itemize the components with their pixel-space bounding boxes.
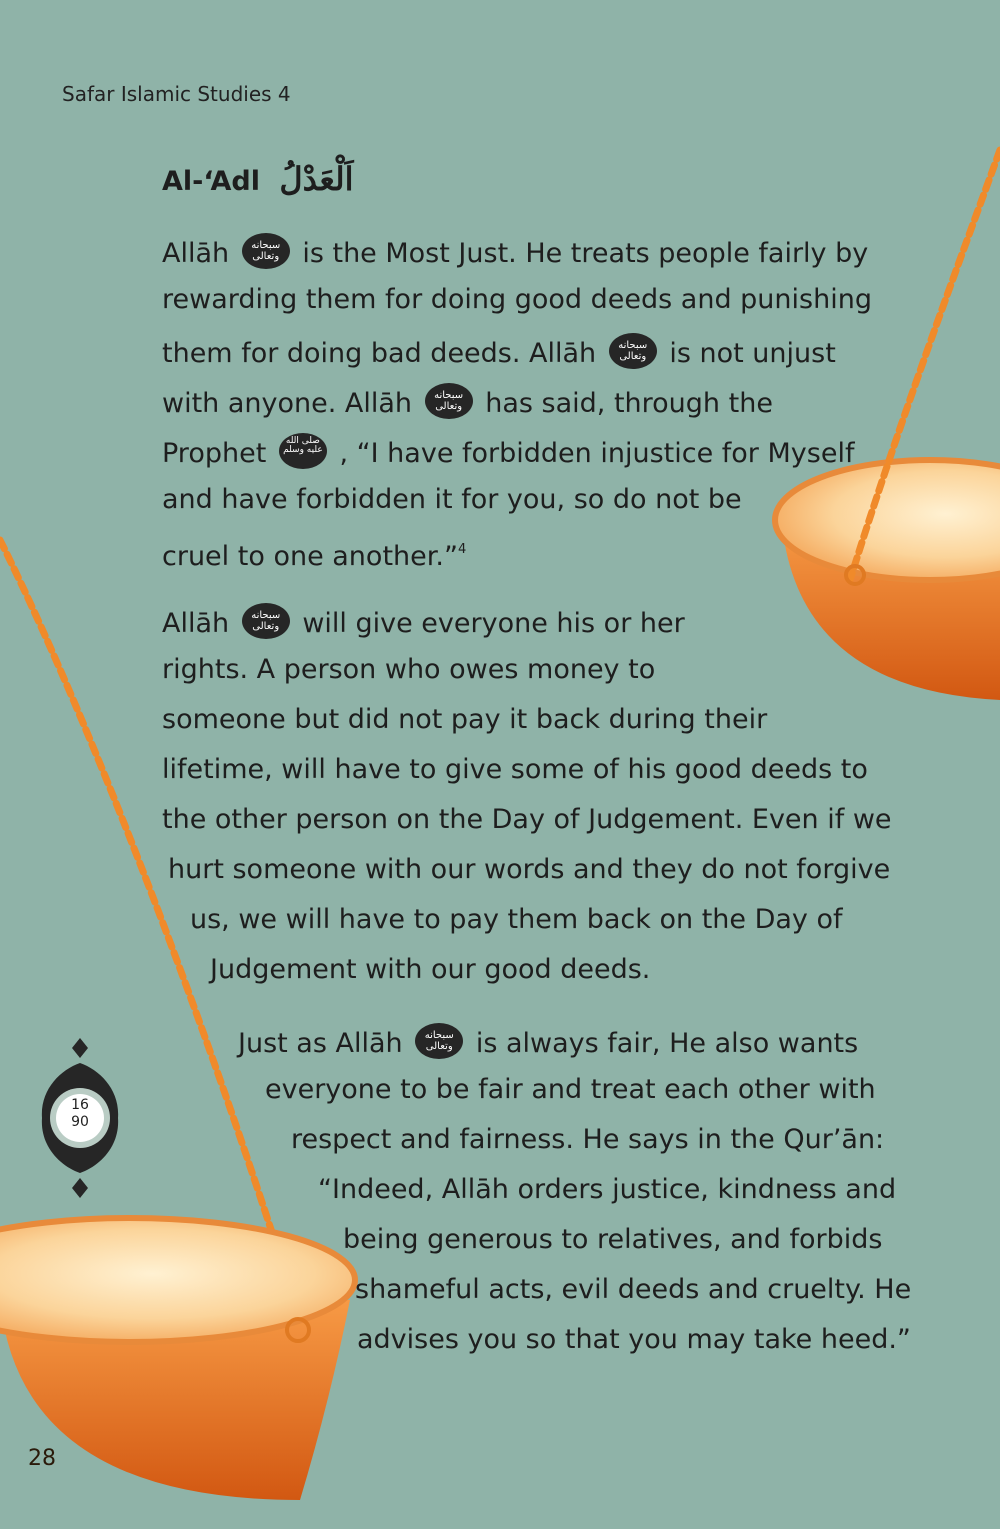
text-span: Prophet (162, 438, 267, 469)
text-line (238, 1023, 858, 1061)
book-title: Safar Islamic Studies 4 (62, 82, 291, 106)
text-line: the other person on the Day of Judgement. Even if we (162, 804, 892, 835)
ayah-number: 90 (71, 1114, 89, 1130)
text-span: Allāh (162, 608, 230, 639)
swt-honorific-icon: سبحانه وتعالى (242, 233, 290, 269)
text-span: is not unjust (669, 338, 836, 369)
text-span: will give everyone his or her (302, 608, 685, 639)
text-line: respect and fairness. He says in the Qur’ān: (291, 1124, 885, 1155)
page-title (162, 160, 354, 198)
text-span: is the Most Just. He treats people fairly by (302, 238, 869, 269)
text-span: cruel to one another.” (162, 541, 458, 572)
text-line: us, we will have to pay them back on the Day of (190, 904, 843, 935)
text-line (162, 533, 466, 574)
text-span: them for doing bad deeds. Allāh (162, 338, 597, 369)
verse-reference (59, 1097, 101, 1131)
text-span: , “I have forbidden injustice for Myself (339, 438, 855, 469)
text-span: with anyone. Allāh (162, 388, 413, 419)
swt-honorific-icon: سبحانه وتعالى (242, 603, 290, 639)
text-line: rights. A person who owes money to (162, 654, 656, 685)
text-line: someone but did not pay it back during their (162, 704, 768, 735)
text-span: Just as Allāh (238, 1028, 403, 1059)
saw-honorific-icon: صلى الله عليه وسلم (279, 433, 327, 469)
quran-quote-line: being generous to relatives, and forbids (343, 1224, 883, 1255)
surah-number: 16 (71, 1097, 89, 1113)
swt-honorific-icon: سبحانه وتعالى (425, 383, 473, 419)
text-span: is always fair, He also wants (475, 1028, 859, 1059)
text-line (162, 603, 685, 641)
swt-honorific-icon: سبحانه وتعالى (415, 1023, 463, 1059)
swt-honorific-icon: سبحانه وتعالى (609, 333, 657, 369)
text-line: Judgement with our good deeds. (210, 954, 651, 985)
quran-quote-line: shameful acts, evil deeds and cruelty. He (355, 1274, 912, 1305)
text-line (162, 233, 868, 271)
page-number: 28 (28, 1446, 56, 1471)
quran-quote-line: advises you so that you may take heed.” (357, 1324, 911, 1355)
text-line: rewarding them for doing good deeds and punishing (162, 284, 872, 315)
title-english: Al-‘Adl (162, 166, 260, 197)
text-line: hurt someone with our words and they do not forgive (168, 854, 891, 885)
text-line (162, 383, 773, 421)
text-line: everyone to be fair and treat each other with (265, 1074, 876, 1105)
quran-quote-line: “Indeed, Allāh orders justice, kindness and (318, 1174, 897, 1205)
title-arabic: اَلْعَدْلُ (279, 160, 354, 198)
footnote-marker: 4 (457, 542, 467, 557)
text-line: lifetime, will have to give some of his good deeds to (162, 754, 868, 785)
text-line: and have forbidden it for you, so do not be (162, 484, 742, 515)
text-span: Allāh (162, 238, 230, 269)
text-span: has said, through the (485, 388, 773, 419)
text-line (162, 433, 854, 471)
text-line (162, 333, 836, 371)
